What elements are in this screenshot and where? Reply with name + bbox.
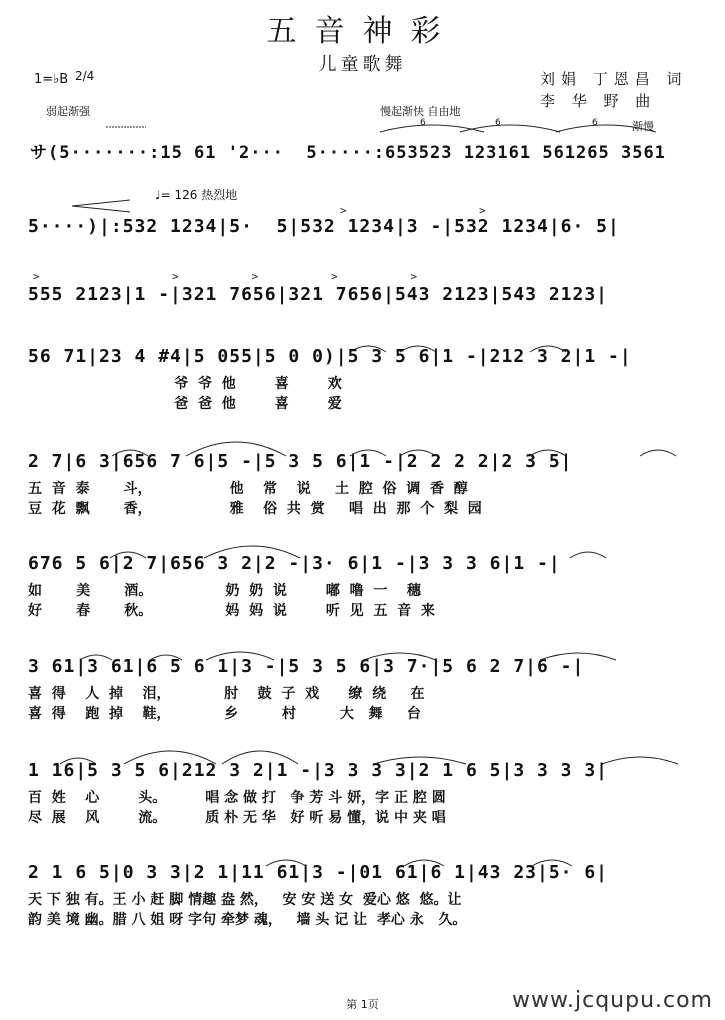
system-1-accents: > > — [340, 204, 486, 217]
system-5-lyrics-verse-2: 好 春 秋。 妈 妈 说 听 见 五 音 来 — [28, 603, 435, 619]
song-title: 五音神彩 — [266, 14, 459, 49]
system-4-notes: 2 7|6 3|656 7 6|5 -|5 3 5 6|1 -|2 2 2 2|2 3 5| — [28, 451, 573, 472]
system-2-notes: 555 2123|1 -|321 7656|321 7656|543 2123|543 2123| — [28, 284, 609, 305]
system-6-lyrics-verse-2: 喜 得 跑 掉 鞋， 乡 村 大 舞 台 — [28, 706, 421, 722]
intro-marking-right: 渐慢 — [632, 120, 654, 133]
song-subtitle: 儿童歌舞 — [318, 54, 407, 75]
tuplet-label-1: 6 — [420, 118, 426, 128]
time-signature-text: 2/4 — [75, 69, 95, 83]
system-7-notes: 1 16|5 3 5 6|212 3 2|1 -|3 3 3 3|2 1 6 5|3 3 3 3| — [28, 760, 609, 781]
system-7-lyrics-verse-1: 百 姓 心 头。 唱 念 做 打 争 芳 斗 妍，字 正 腔 圆 — [28, 790, 446, 806]
system-8-notes: 2 1 6 5|0 3 3|2 1|11 61|3 -|01 61|6 1|43 23|5· 6| — [28, 862, 609, 883]
lyricist-credit: 刘娟 丁恩昌 词 — [540, 70, 688, 88]
system-2-accents: > > > > > — [33, 270, 418, 283]
system-5-lyrics-verse-1: 如 美 酒。 奶 奶 说 嘟 噜 一 穗 — [28, 583, 421, 599]
tempo-marking: ♩= 126 热烈地 — [155, 188, 238, 202]
system-8-lyrics-verse-1: 天 下 独 有。王 小 赶 脚 情趣 盎 然， 安 安 送 女 爱心 悠 悠。让 — [28, 892, 462, 908]
key-signature: 1=♭B — [34, 72, 69, 87]
site-watermark: www.jcqupu.com — [512, 988, 713, 1013]
system-5-notes: 676 5 6|2 7|656 3 2|2 -|3· 6|1 -|3 3 3 6|1 -| — [28, 553, 561, 574]
composer-credit: 李 华 野 曲 — [540, 92, 657, 110]
system-6-lyrics-verse-1: 喜 得 人 掉 泪， 肘 鼓 子 戏 缭 绕 在 — [28, 686, 425, 702]
system-3-lyrics-verse-1: 爷 爷 他 喜 欢 — [28, 376, 342, 392]
intro-marking-left: 弱起渐强 — [46, 105, 90, 118]
system-3-notes: 56 71|23 4 #4|5 055|5 0 0)|5 3 5 6|1 -|212 3 2|1 -| — [28, 346, 632, 367]
system-3-lyrics-verse-2: 爸 爸 他 喜 爱 — [28, 396, 342, 412]
page-number: 第 1页 — [346, 998, 379, 1011]
intro-marking-mid: 慢起渐快 自由地 — [380, 105, 461, 118]
tuplet-label-3: 6 — [592, 118, 598, 128]
system-4-lyrics-verse-1: 五 音 泰 斗， 他 常 说 土 腔 俗 调 香 醇 — [28, 481, 468, 497]
tuplet-label-2: 6 — [495, 118, 501, 128]
system-4-lyrics-verse-2: 豆 花 飘 香， 雅 俗 共 赏 唱 出 那 个 梨 园 — [28, 501, 482, 517]
system-6-notes: 3 61|3 61|6 5 6 1|3 -|5 3 5 6|3 7·|5 6 2 7|6 -| — [28, 656, 585, 677]
intro-notes: サ(5·······:15 61 '2··· 5·····:653523 123161 561265 3561 — [30, 143, 666, 163]
system-8-lyrics-verse-2: 韵 美 境 幽。腊 八 姐 呀 字句 牵梦 魂， 墙 头 记 让 孝心 永 久。 — [28, 912, 467, 928]
system-1-notes: 5····)|:532 1234|5· 5|532 1234|3 -|532 1234|6· 5| — [28, 216, 620, 237]
system-7-lyrics-verse-2: 尽 展 风 流。 质 朴 无 华 好 听 易 懂，说 中 夹 唱 — [28, 810, 446, 826]
